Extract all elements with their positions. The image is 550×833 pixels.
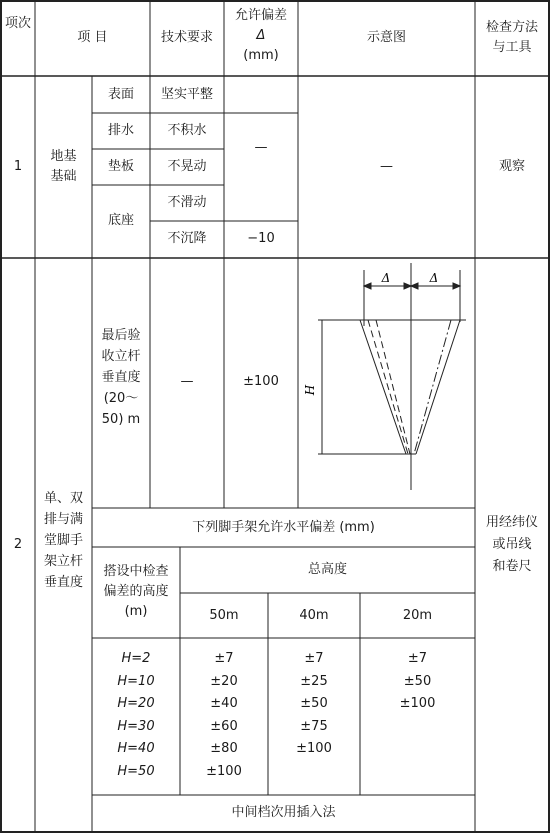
subtable-total-height: 总高度 bbox=[307, 562, 347, 577]
row1-req-drain: 不积水 bbox=[167, 123, 207, 138]
subtable-height-40: 40m bbox=[299, 608, 329, 623]
row1-sub-pad: 垫板 bbox=[107, 159, 134, 174]
subtable-20m-column: ±7 ±50 ±100 bbox=[399, 651, 436, 711]
row1-req-pad: 不晃动 bbox=[167, 159, 207, 174]
subtable-col-head: 搭设中检查 偏差的高度 (m) bbox=[103, 564, 169, 619]
table-row: H=2 bbox=[121, 651, 151, 666]
diagram-delta-right: Δ bbox=[429, 271, 439, 285]
row2-subitem: 最后验 收立杆 垂直度 (20～ 50) m bbox=[101, 328, 141, 427]
header-requirement: 技术要求 bbox=[160, 30, 213, 45]
row1-deviation-top: — bbox=[254, 140, 268, 155]
row1-diagram: — bbox=[380, 159, 393, 174]
verticality-diagram bbox=[298, 258, 475, 508]
row1-req-noslip: 不滑动 bbox=[167, 195, 207, 210]
subtable-height-20: 20m bbox=[402, 608, 433, 623]
subtable-footer: 中间档次用插入法 bbox=[231, 805, 336, 820]
header-item-no: 项次 bbox=[4, 16, 31, 31]
row1-req-surface: 坚实平整 bbox=[160, 87, 213, 102]
row1-sub-base: 底座 bbox=[107, 213, 134, 228]
diagram-delta-left: Δ bbox=[381, 271, 391, 285]
table-row: H=40 bbox=[117, 741, 155, 756]
row2-method: 用经纬仪 或吊线 和卷尺 bbox=[485, 515, 538, 574]
row1-sub-drain: 排水 bbox=[107, 123, 134, 138]
table-row: H=30 bbox=[117, 718, 155, 734]
row2-requirement: — bbox=[180, 374, 194, 389]
header-method: 检查方法 与工具 bbox=[485, 20, 538, 55]
row1-sub-surface: 表面 bbox=[107, 87, 134, 102]
subtable-40m-column: ±7 ±25 ±50 ±75 ±100 bbox=[296, 651, 332, 756]
header-deviation: 允许偏差 Δ (mm) bbox=[234, 8, 287, 63]
row1-method: 观察 bbox=[498, 159, 525, 174]
table-row: H=50 bbox=[117, 763, 155, 779]
row1-category: 地基 基础 bbox=[50, 149, 77, 184]
row2-no: 2 bbox=[13, 537, 23, 552]
row2-deviation: ±100 bbox=[243, 374, 279, 389]
subtable-height-50: 50m bbox=[209, 608, 239, 623]
header-item: 项 目 bbox=[77, 30, 108, 45]
subtable-title: 下列脚手架允许水平偏差 (mm) bbox=[192, 520, 375, 535]
header-diagram: 示意图 bbox=[366, 30, 406, 45]
diagram-height-label: H bbox=[303, 384, 317, 396]
subtable-50m-column: ±7 ±20 ±40 ±60 ±80 ±100 bbox=[206, 651, 242, 779]
subtable-h-column bbox=[92, 648, 180, 783]
row1-deviation-bottom: −10 bbox=[247, 231, 275, 246]
row2-category: 单、双 排与满 堂脚手 架立杆 垂直度 bbox=[43, 491, 83, 590]
table-row: H=10 bbox=[117, 673, 155, 689]
row1-no: 1 bbox=[13, 159, 23, 174]
row1-req-nosettle: 不沉降 bbox=[167, 231, 207, 246]
table-row: H=20 bbox=[117, 696, 155, 711]
